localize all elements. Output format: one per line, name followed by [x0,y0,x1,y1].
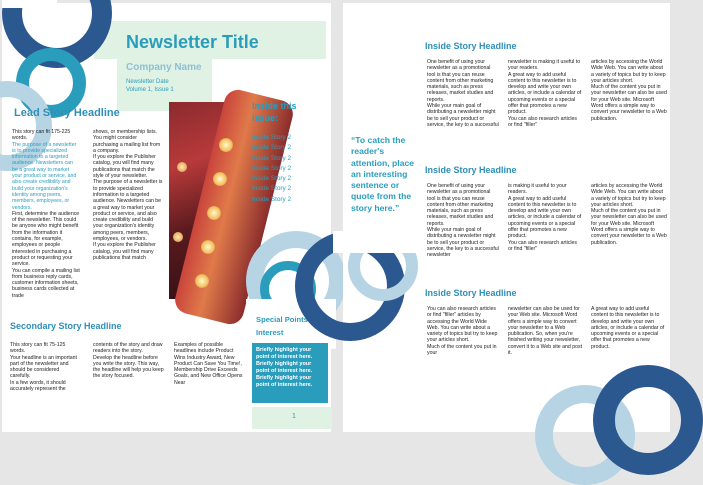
light-bulb [207,206,221,220]
story-paragraph: A great way to add useful content to this newsletter is to develop and write your own articles, or include a calendar of upcoming events or a special offer that promotes a new product. [508,195,582,240]
inside-story-3-column-1[interactable] [427,306,499,370]
special-point-item[interactable]: Briefly highlight your point of interest here. [256,347,313,360]
story-paragraph: You can also research articles or find "filler" [508,115,578,128]
lead-paragraph: This story can fit 175-225 words. [12,129,71,142]
secondary-story-column-2[interactable] [93,342,165,428]
story-paragraph: articles by accessing the World Wide Web. You can write about a variety of topics but try to keep your articles short. [591,59,666,84]
story-paragraph: One benefit of using your newsletter as a promotional tool is that you can reuse content from other marketing materials, such as press releases, market studies and reports. [427,59,494,103]
lead-paragraph: The purpose of a newsletter is to provide specialized information to a targeted audience. Newsletters can be a great way to market your product or service, and also create credibility and build your organization's identity among peers, members, employees, or vendors. [12,141,77,211]
story-paragraph: newsletter can also be used for your Web site. Microsoft Word offers a simple way to convert your newsletter to a Web publication. So, when you're finished writing your newsletter, convert it to a Web site and post it. [508,306,583,357]
newsletter-date[interactable]: Newsletter Date [126,79,169,85]
lead-paragraph: The purpose of a newsletter is to provide specialized information to a targeted audience. Newsletters can be a great way to market your product or service, and also create credibility and build your organization's identity among peers, members, employees, or vendors. [93,179,163,243]
story-paragraph: Much of the content you put in your newsletter can also be used for your Web site. Microsoft Word offers a simple way to convert your newsletter to a Web publication. [591,208,667,246]
light-bulb [173,232,183,242]
lead-paragraph: If you explore the Publisher catalog, you will find many publications that match the style of your newsletter. [93,154,156,180]
secondary-paragraph: In a few words, it should accurately represent the [10,379,66,393]
story-paragraph: While your main goal of distributing a newsletter might be to sell your product or service, the key to a successful newsletter [427,227,499,259]
story-paragraph: You can also research articles or find "filler" [508,239,578,252]
story-paragraph: articles by accessing the World Wide Web. You can write about a variety of topics but try to keep your articles short. [591,183,666,208]
inside-story-2-column-1[interactable] [427,183,499,271]
lead-paragraph: shows, or membership lists. You might consider purchasing a mailing list from a company. [93,129,161,154]
secondary-paragraph: Your headline is an important part of the newsletter and should be considered carefully. [10,354,78,380]
inside-story-headline[interactable]: Inside Story Headline [425,165,517,175]
circle-mask [2,0,57,8]
inside-story-2-column-2[interactable] [508,183,582,271]
marquee-lights-photo[interactable] [169,102,246,299]
story-paragraph: Much of the content you put in your [427,343,497,357]
toc-item[interactable]: Inside Story 2 [252,154,292,162]
inside-story-1-column-3[interactable] [591,59,667,151]
inside-story-1-column-1[interactable] [427,59,499,139]
toc-item[interactable]: Inside Story 2 [252,185,292,193]
light-bulb [213,172,227,186]
story-paragraph: A great way to add useful content to this newsletter is to develop and write your own articles, or include a calendar of upcoming events or a special offer that promotes a new product. [508,71,582,116]
story-paragraph: You can also research articles or find "filler" articles by accessing the World Wide Web. You can write about a variety of topics but try to keep your articles short. [427,306,498,344]
inside-this-issue-heading[interactable]: Inside this issue: [252,101,297,123]
lead-story-column-2[interactable] [93,129,163,305]
circle-mask [333,231,428,253]
inside-story-1-column-2[interactable] [508,59,582,149]
toc-item[interactable]: Inside Story 2 [252,175,292,183]
page-number: 2 [631,407,635,414]
toc-item[interactable]: Inside Story 2 [252,195,292,203]
toc-item[interactable]: Inside Story 2 [252,164,292,172]
special-point-item[interactable]: Briefly highlight your point of interest here. [256,375,313,388]
newsletter-title[interactable]: Newsletter Title [126,32,259,52]
light-bulb [195,274,209,288]
newsletter-page-2 [343,3,670,432]
lead-paragraph: If you explore the Publisher catalog, you will find many publications that match [93,242,156,261]
inside-story-2-column-3[interactable] [591,183,667,275]
secondary-paragraph: contents of the story and draw readers into the story. [93,342,163,355]
secondary-story-headline[interactable]: Secondary Story Headline [10,321,122,331]
secondary-story-column-1[interactable] [10,342,80,428]
toc-item[interactable]: Inside Story 2 [252,134,292,141]
lead-story-headline[interactable]: Lead Story Headline [14,107,120,119]
story-paragraph: One benefit of using your newsletter as a promotional tool is that you can reuse content from other marketing materials, such as press releases, market studies and reports. [427,183,494,227]
page-number: 1 [292,413,296,420]
lead-story-column-1[interactable] [12,129,80,305]
story-paragraph: Much of the content you put in your newsletter can also be used for your Web site. Microsoft Word offers a simple way to convert your newsletter to a Web publication. [591,84,667,122]
special-points-heading[interactable]: Special Points of Interest [256,315,318,337]
page-footer-band [252,407,332,429]
story-paragraph: newsletter is making it useful to your readers. [508,59,581,72]
special-points-box [252,343,328,403]
lead-paragraph: First, determine the audience of the newsletter. This could be anyone who might benefit from the information it contains, for example, employees or people interested in purchasing a product or requesting your service. [12,210,80,268]
volume-issue[interactable]: Volume 1, Issue 1 [126,87,174,93]
story-paragraph: is making it useful to your readers. [508,183,567,196]
secondary-paragraph: This story can fit 75-125 words. [10,342,66,355]
story-paragraph: A great way to add useful content to this newsletter is to develop and write your own articles, or include a calendar of upcoming events or a special offer that promotes a new product. [591,306,665,350]
secondary-paragraph: Develop the headline before you write the story. This way, the headline will help you keep the story focused. [93,354,164,380]
newsletter-page-1 [2,3,331,432]
light-bulb [201,240,215,254]
toc-list [252,133,332,205]
light-bulb [177,162,187,172]
inside-story-3-column-2[interactable] [508,306,582,378]
inside-story-3-column-3[interactable] [591,306,667,372]
pull-quote[interactable]: “To catch the reader's attention, place an interesting sentence or quote from the story here.” [351,135,415,213]
company-name[interactable]: Company Name [126,62,202,73]
inside-story-headline[interactable]: Inside Story Headline [425,288,517,298]
special-points-list [256,347,324,389]
decorative-navy-circle [593,365,703,475]
special-point-item[interactable]: Briefly highlight your point of interest here. [256,361,313,374]
light-bulb [219,138,233,152]
secondary-story-column-3[interactable] [174,342,246,386]
lead-paragraph: You can compile a mailing list from business reply cards, customer information sheets, business cards collected at trade [12,267,80,299]
story-paragraph: While your main goal of distributing a newsletter might be to sell your product or service, the key to a successful [427,103,499,128]
secondary-paragraph: Examples of possible headlines include Product Wins Industry Award, New Product Can Save You Time!, Membership Drive Exceeds Goals, and New Office Opens Near [174,342,243,386]
inside-story-headline[interactable]: Inside Story Headline [425,41,517,51]
toc-item[interactable]: Inside Story 2 [252,144,292,152]
